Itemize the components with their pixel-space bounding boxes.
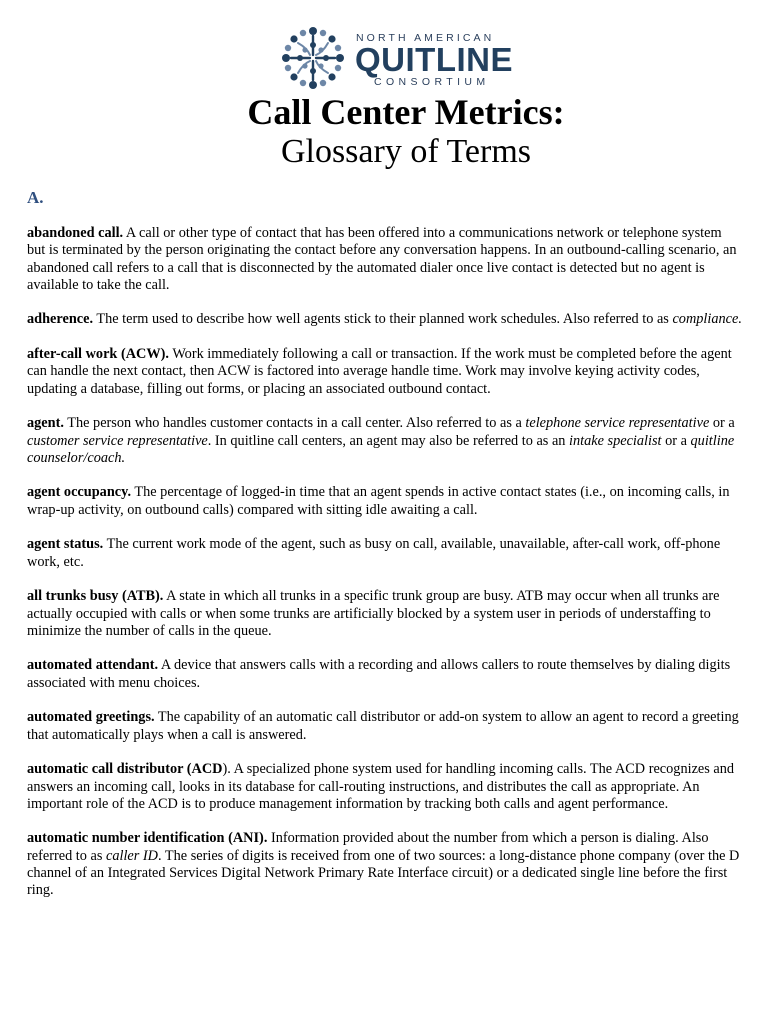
glossary-definition: A call or other type of contact that has been offered into a communications network or telephone system but is terminated by the person originating the contact before any conversation happens. In an outbound-calling scenario, an abandoned call refers to a call that is disconnected by the automated dialer once live contact is detected but no agent is available to take the call.	[27, 225, 737, 293]
glossary-term: adherence.	[27, 311, 94, 328]
glossary-entries	[27, 225, 743, 917]
glossary-definition: or a	[661, 432, 691, 449]
glossary-entry-automatic-call-distributor	[27, 761, 743, 813]
glossary-definition: Work immediately following a call or transaction. If the work must be completed before the agent can handle the next contact, then ACW is factored into average handle time. Work may involve keying activity codes, updating a database, filling out forms, or placing an associated outbound contact.	[27, 346, 732, 397]
logo-text-quitline: QUITLINE	[355, 41, 513, 78]
glossary-definition: ). A specialized phone system used for handling incoming calls. The ACD recognizes and answers an incoming call, looks in its database for call-routing instructions, and distributes the call as appropriate. An important role of the ACD is to produce management information by tracking both calls and agent performance.	[27, 761, 735, 812]
glossary-entry-all-trunks-busy	[27, 588, 743, 640]
logo-text-north-american: NORTH AMERICAN	[356, 32, 495, 44]
glossary-entry-automated-attendant	[27, 657, 743, 692]
glossary-definition: A device that answers calls with a recording and allows callers to route themselves by dialing digits associated with menu choices.	[27, 657, 731, 691]
section-heading: A.	[27, 188, 44, 207]
glossary-definition: Information provided about the number from which a person is dialing. Also referred to as	[27, 830, 709, 864]
glossary-italic-term: customer service representative	[27, 432, 208, 449]
glossary-entry-agent-occupancy	[27, 484, 743, 519]
page-subtitle: Glossary of Terms	[280, 133, 532, 170]
quitline-emblem-icon	[278, 24, 348, 92]
glossary-italic-term: compliance.	[672, 311, 742, 328]
glossary-entry-adherence	[27, 311, 743, 328]
glossary-italic-term: quitline counselor/coach.	[27, 432, 735, 466]
glossary-term: automatic call distributor (ACD	[27, 761, 223, 778]
glossary-term: agent.	[27, 415, 64, 432]
glossary-definition: The percentage of logged-in time that an agent spends in active contact states (i.e., on incoming calls, in wrap-up activity, on outbound calls) compared with sitting idle awaiting a call.	[27, 484, 730, 518]
glossary-definition: The term used to describe how well agents stick to their planned work schedules. Also referred to as	[93, 311, 673, 328]
glossary-term: agent occupancy.	[27, 484, 132, 501]
quitline-logo	[278, 24, 518, 92]
glossary-term: automated attendant.	[27, 657, 159, 674]
glossary-entry-after-call-work	[27, 346, 743, 398]
glossary-entry-agent	[27, 415, 743, 467]
glossary-definition: . The series of digits is received from one of two sources: a long-distance phone company (over the D channel of an Integrated Services Digital Network Primary Rate Interface circuit) or a dedicated single line before the first ring.	[27, 847, 740, 899]
glossary-definition: . In quitline call centers, an agent may also be referred to as an	[207, 432, 570, 449]
logo-text-consortium: CONSORTIUM	[374, 76, 490, 88]
glossary-term: automated greetings.	[27, 709, 155, 726]
glossary-term: after-call work (ACW).	[27, 346, 169, 363]
glossary-term: abandoned call.	[27, 225, 124, 241]
glossary-term: agent status.	[27, 536, 104, 553]
glossary-definition: or a	[709, 415, 735, 432]
glossary-definition: A state in which all trunks in a specific trunk group are busy. ATB may occur when all trunks are actually occupied with calls or when some trunks are artificially blocked by a system user in periods of understaffing to minimize the number of calls in the queue.	[27, 588, 720, 639]
glossary-term: all trunks busy (ATB).	[27, 588, 164, 605]
glossary-definition: The person who handles customer contacts in a call center. Also referred to as a	[63, 415, 526, 432]
glossary-definition: The capability of an automatic call distributor or add-on system to allow an agent to record a greeting that automatically plays when a call is answered.	[27, 709, 739, 743]
glossary-entry-agent-status	[27, 536, 743, 571]
page-title: Call Center Metrics:	[247, 92, 565, 132]
glossary-italic-term: intake specialist	[569, 432, 662, 449]
glossary-entry-automated-greetings	[27, 709, 743, 744]
glossary-definition: The current work mode of the agent, such as busy on call, available, unavailable, after-call work, off-phone work, etc.	[27, 536, 721, 570]
glossary-italic-term: telephone service representative	[525, 415, 710, 432]
glossary-entry-abandoned-call	[27, 225, 743, 294]
glossary-italic-term: caller ID	[105, 847, 158, 864]
glossary-entry-automatic-number-identification	[27, 830, 743, 899]
glossary-term: automatic number identification (ANI).	[27, 830, 268, 847]
